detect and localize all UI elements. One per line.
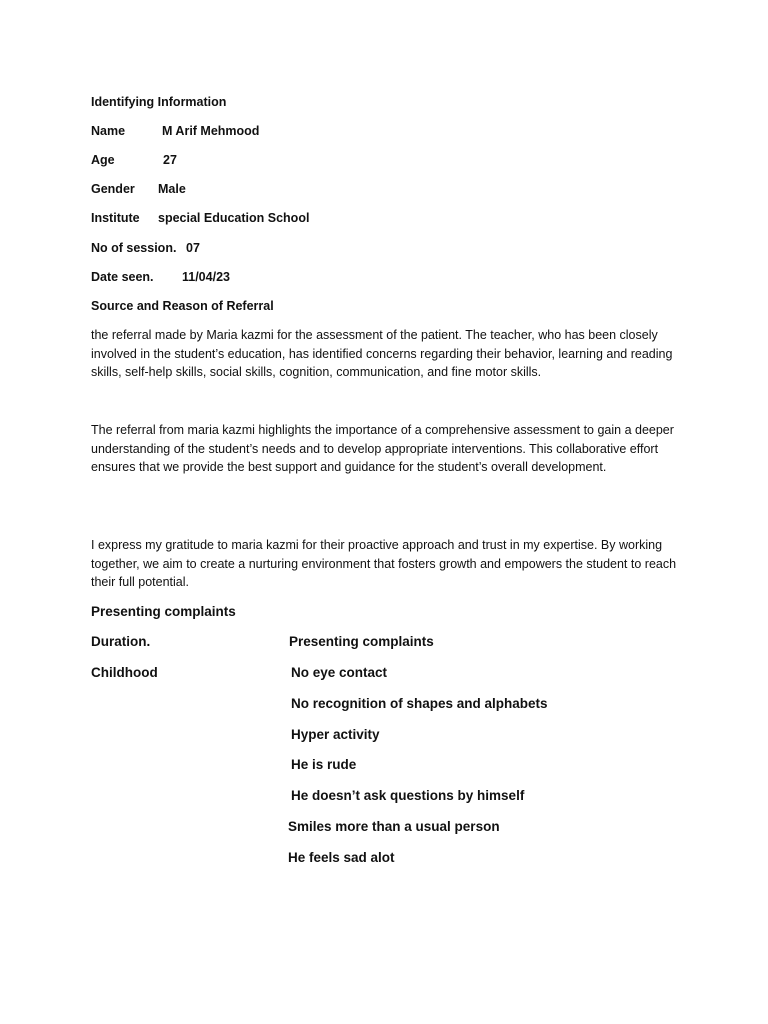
- complaint-item: No eye contact: [291, 665, 388, 680]
- date-seen-row: [91, 268, 230, 286]
- date-seen-label: Date seen.: [91, 270, 154, 284]
- sessions-value: 07: [186, 241, 200, 255]
- column-header-complaints: Presenting complaints: [289, 634, 434, 649]
- referral-paragraph-3: I express my gratitude to maria kazmi for their proactive approach and trust in my expertise. By working together, we aim to create a nurturing environment that fosters growth and empowers the student to reach their full potential.: [91, 538, 677, 589]
- gender-label: Gender: [91, 182, 135, 196]
- complaint-item: He is rude: [291, 757, 357, 772]
- section-title-referral: Source and Reason of Referral: [91, 299, 274, 313]
- age-value: 27: [163, 153, 177, 167]
- date-seen-value: 11/04/23: [182, 270, 230, 284]
- gender-value: Male: [158, 182, 186, 196]
- sessions-label: No of session.: [91, 241, 177, 255]
- section-title-identifying-information: Identifying Information: [91, 95, 227, 109]
- institute-row: [91, 209, 309, 227]
- gender-row: [91, 180, 186, 198]
- name-row: [91, 122, 259, 140]
- institute-label: Institute: [91, 211, 140, 225]
- institute-value: special Education School: [158, 211, 310, 225]
- name-value: M Arif Mehmood: [162, 124, 260, 138]
- complaint-item: Smiles more than a usual person: [288, 819, 500, 834]
- sessions-row: [91, 239, 200, 257]
- duration-value: Childhood: [91, 665, 158, 680]
- name-label: Name: [91, 124, 126, 138]
- complaint-item: Hyper activity: [291, 727, 380, 742]
- age-label: Age: [91, 153, 115, 167]
- column-header-duration: Duration.: [91, 634, 151, 649]
- referral-paragraph-2: The referral from maria kazmi highlights the importance of a comprehensive assessment to gain a deeper understanding of the student’s needs and to develop appropriate interventions. This collaborative effort ensures that we provide the best support and guidance for the student’s overall development.: [91, 423, 674, 474]
- complaint-item: No recognition of shapes and alphabets: [291, 696, 548, 711]
- age-row: [91, 151, 177, 169]
- complaint-item: He doesn’t ask questions by himself: [291, 788, 525, 803]
- section-title-presenting-complaints: Presenting complaints: [91, 604, 236, 619]
- complaint-item: He feels sad alot: [288, 850, 395, 865]
- referral-paragraph-1: the referral made by Maria kazmi for the assessment of the patient. The teacher, who has been closely involved in the student’s education, has identified concerns regarding their behavior, learning and reading skills, self-help skills, social skills, cognition, communication, and fine motor skills.: [91, 328, 673, 379]
